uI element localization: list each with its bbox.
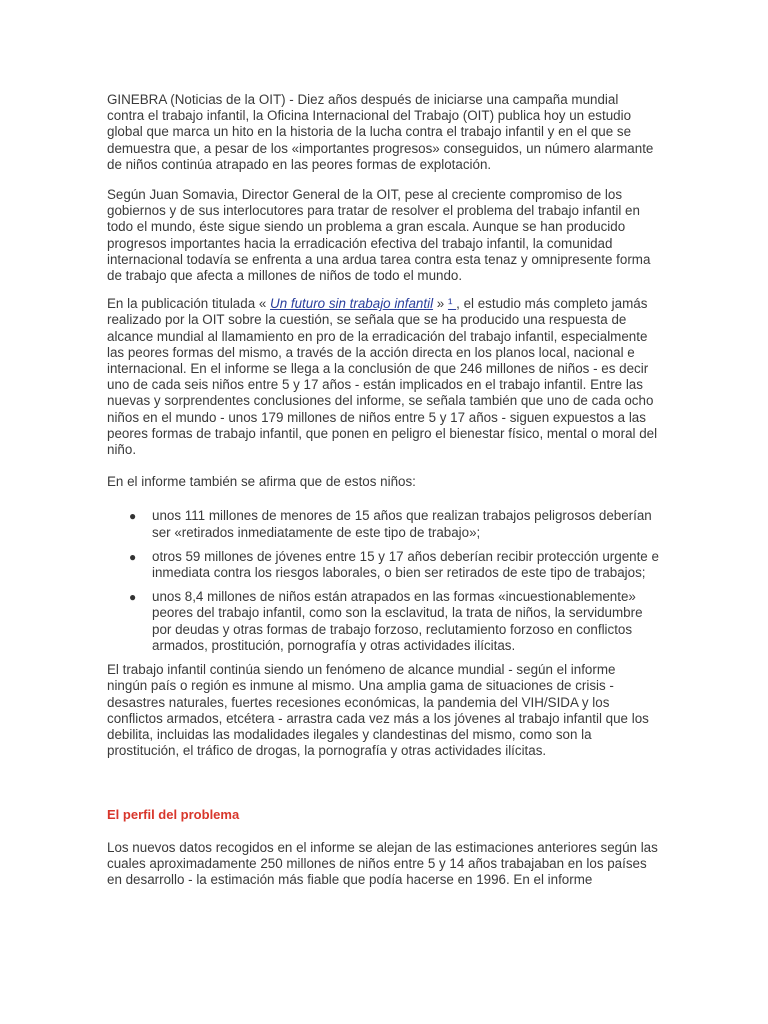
publication-text-after: , el estudio más completo jamás realizado por la OIT sobre la cuestión, se señala que se ha producido una respuesta de alcance mundial al llamamiento en pro de la erradicación del trabajo infantil, especialmente las peores formas del mismo, a través de la acción directa en los planos local, nacional e internacional. En el informe se llega a la conclusión de que 246 millones de niños - es decir uno de cada seis niños entre 5 y 17 años - están implicados en el trabajo infantil. Entre las nuevas y sorprendentes conclusiones del informe, se señala también que uno de cada ocho niños en el mundo - unos 179 millones de niños entre 5 y 17 años - siguen expuestos a las peores formas de trabajo infantil, que ponen en peligro el bienestar físico, mental o moral del niño. [107,296,658,458]
publication-text-between: » [433,296,448,312]
paragraph-children-intro: En el informe también se afirma que de estos niños: [107,474,416,490]
paragraph-global-phenomenon: El trabajo infantil continúa siendo un fenómeno de alcance mundial - según el informe ningún país o región es inmune al mismo. Una amplia gama de situaciones de crisis - desastres naturales, fuertes recesiones económicas, la pandemia del VIH/SIDA y los conflictos armados, etcétera - arrastra cada vez más a los jóvenes al trabajo infantil que los debilita, incluidas las modalidades ilegales y clandestinas del mismo, como son la prostitución, el tráfico de drogas, la pornografía y otras actividades ilícitas. [107,662,649,759]
bullet-icon: ● [129,509,137,524]
footnote-link[interactable]: ¹ [447,296,457,312]
publication-title-link[interactable]: Un futuro sin trabajo infantil [270,296,434,312]
bullet-icon: ● [129,549,137,564]
publication-text-before: En la publicación titulada « [107,296,271,312]
paragraph-publication [107,296,659,458]
list-item-text: unos 8,4 millones de niños están atrapados en las formas «incuestionablemente» peores del trabajo infantil, como son la esclavitud, la trata de niños, la servidumbre por deudas y otras formas de trabajo forzoso, reclutamiento forzoso en conflictos armados, prostitución, pornografía y otras actividades ilícitas. [152,589,643,653]
bullet-icon: ● [129,590,137,605]
list-item-text: otros 59 millones de jóvenes entre 15 y 17 años deberían recibir protección urgente e inmediata contra los riesgos laborales, o bien ser retirados de este tipo de trabajos; [152,548,659,581]
list-item [107,508,659,540]
list-item-text: unos 111 millones de menores de 15 años que realizan trabajos peligrosos deberían ser «retirados inmediatamente de este tipo de trabajo»; [152,508,652,540]
section-heading: El perfil del problema [107,807,240,823]
paragraph-somavia: Según Juan Somavia, Director General de la OIT, pese al creciente compromiso de los gobiernos y de sus interlocutores para tratar de resolver el problema del trabajo infantil en todo el mundo, éste sigue siendo un problema a gran escala. Aunque se han producido progresos importantes hacia la erradicación efectiva del trabajo infantil, la comunidad internacional todavía se enfrenta a una ardua tarea contra esta tenaz y omnipresente forma de trabajo que afecta a millones de niños de todo el mundo. [107,187,651,284]
paragraph-new-data: Los nuevos datos recogidos en el informe se alejan de las estimaciones anteriores según las cuales aproximadamente 250 millones de niños entre 5 y 14 años trabajaban en los países en desarrollo - la estimación más fiable que podía hacerse en 1996. En el informe [107,839,658,887]
list-item [107,549,659,581]
document-page [107,92,659,904]
list-item [107,589,659,654]
paragraph-intro: GINEBRA (Noticias de la OIT) - Diez años después de iniciarse una campaña mundial contra el trabajo infantil, la Oficina Internacional del Trabajo (OIT) publica hoy un estudio global que marca un hito en la historia de la lucha contra el trabajo infantil y en el que se demuestra que, a pesar de los «importantes progresos» conseguidos, un número alarmante de niños continúa atrapado en las peores formas de explotación. [107,92,654,172]
bullet-list [107,508,659,654]
